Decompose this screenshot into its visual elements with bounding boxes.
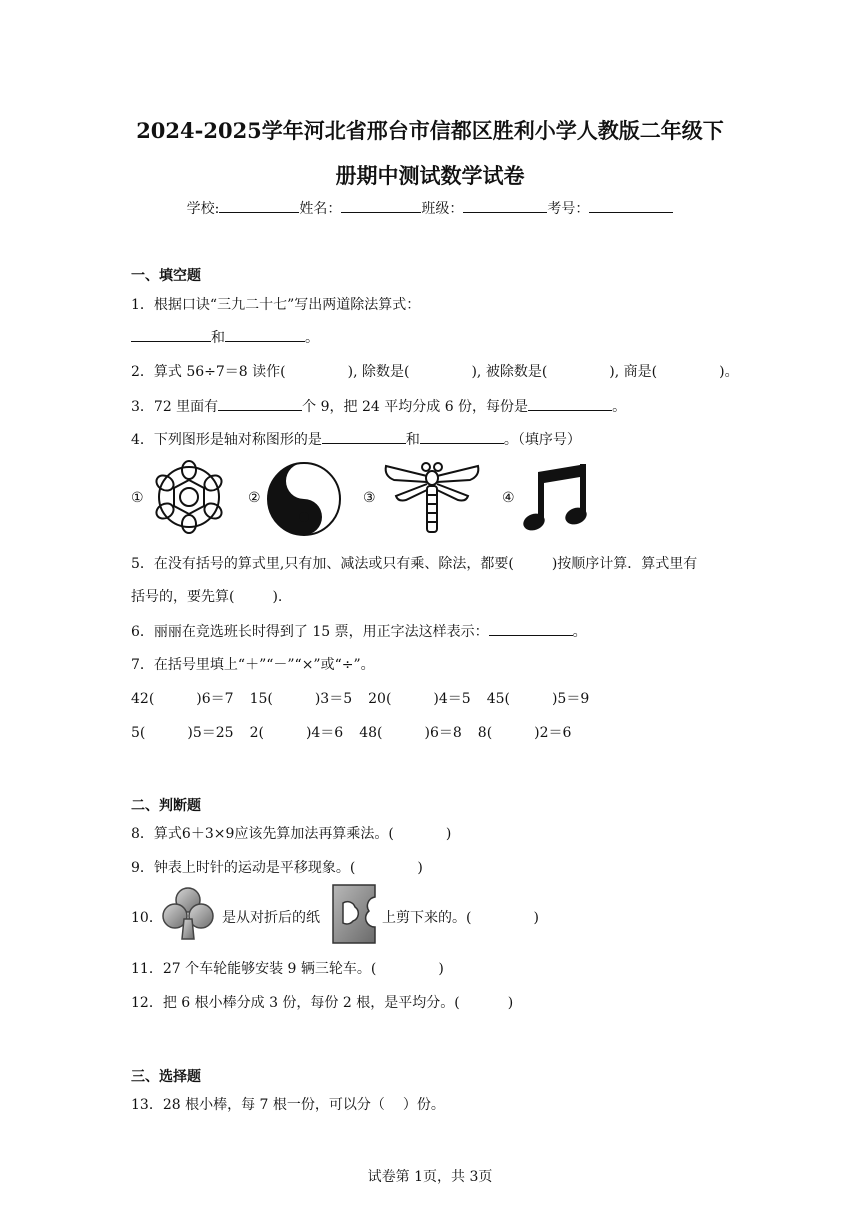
exam-no-blank[interactable] <box>589 198 673 213</box>
question-3: 3．72 里面有 个 9，把 24 平均分成 6 份，每份是 。 <box>131 396 626 416</box>
figure-label-4: ④ <box>502 490 515 506</box>
class-label: 班级： <box>421 201 464 217</box>
question-2: 2．算式 56÷7＝8 读作( ), 除数是( ), 被除数是( ), 商是( )。 <box>131 364 739 380</box>
answer-blank[interactable] <box>420 429 504 444</box>
school-blank[interactable] <box>219 198 299 213</box>
question-1-answer-line <box>131 327 319 347</box>
exam-no-label: 考号： <box>547 201 590 217</box>
section1-title: 一、填空题 <box>131 268 201 284</box>
music-note-icon <box>522 462 592 534</box>
question-5-line1: 5．在没有括号的算式里,只有加、减法或只有乘、除法，都要( )按顺序计算．算式里有 <box>131 556 698 572</box>
question-11: 11．27 个车轮能够安装 9 辆三轮车。( ) <box>131 961 444 977</box>
flower-icon <box>150 458 228 536</box>
section3-title: 三、选择题 <box>131 1069 201 1085</box>
yin-yang-icon <box>265 460 343 538</box>
answer-blank[interactable] <box>489 621 573 636</box>
student-info-line <box>0 198 860 218</box>
page-title-line2: 册期中测试数学试卷 <box>335 163 525 188</box>
school-label: 学校: <box>186 201 220 217</box>
question-9: 9．钟表上时针的运动是平移现象。( ) <box>131 860 423 876</box>
name-label: 姓名： <box>299 201 342 217</box>
question-4: 4．下列图形是轴对称图形的是 和 。（填序号） <box>131 429 581 449</box>
answer-blank[interactable] <box>225 327 305 342</box>
section2-title: 二、判断题 <box>131 798 201 814</box>
dragonfly-icon <box>382 460 482 536</box>
question-1: 1．根据口诀“三九二十七”写出两道除法算式： <box>131 297 421 313</box>
question-10-text-a: 是从对折后的纸 <box>222 910 320 926</box>
end-punct: 。 <box>305 330 319 346</box>
answer-blank[interactable] <box>322 429 406 444</box>
name-blank[interactable] <box>341 198 421 213</box>
and-text: 和 <box>211 330 225 346</box>
page-footer: 试卷第 1页，共 3页 <box>367 1169 493 1185</box>
folded-paper-icon <box>331 883 377 945</box>
question-13: 13．28 根小棒，每 7 根一份，可以分（ ）份。 <box>131 1097 445 1113</box>
question-6: 6．丽丽在竞选班长时得到了 15 票，用正字法这样表示： 。 <box>131 621 587 641</box>
club-shape-icon <box>162 885 214 941</box>
question-7-row1: 42( )6＝7 15( )3＝5 20( )4＝5 45( )5＝9 <box>131 691 590 707</box>
question-12: 12．把 6 根小棒分成 3 份，每份 2 根，是平均分。( ) <box>131 995 514 1011</box>
answer-blank[interactable] <box>528 396 612 411</box>
page-title-line1: 2024-2025学年河北省邢台市信都区胜利小学人教版二年级下 <box>136 118 724 143</box>
figure-label-2: ② <box>248 490 261 506</box>
question-8: 8．算式6＋3×9应该先算加法再算乘法。( ) <box>131 826 452 842</box>
answer-blank[interactable] <box>131 327 211 342</box>
question-7-row2: 5( )5＝25 2( )4＝6 48( )6＝8 8( )2＝6 <box>131 725 572 741</box>
figure-label-1: ① <box>131 490 144 506</box>
figure-label-3: ③ <box>363 490 376 506</box>
question-10-text-b: 上剪下来的。( ) <box>382 910 539 926</box>
answer-blank[interactable] <box>218 396 302 411</box>
question-10-number: 10． <box>131 910 163 926</box>
question-7: 7．在括号里填上“＋”“－”“×”或“÷”。 <box>131 657 375 673</box>
class-blank[interactable] <box>463 198 547 213</box>
question-5-line2: 括号的，要先算( ). <box>131 589 283 605</box>
